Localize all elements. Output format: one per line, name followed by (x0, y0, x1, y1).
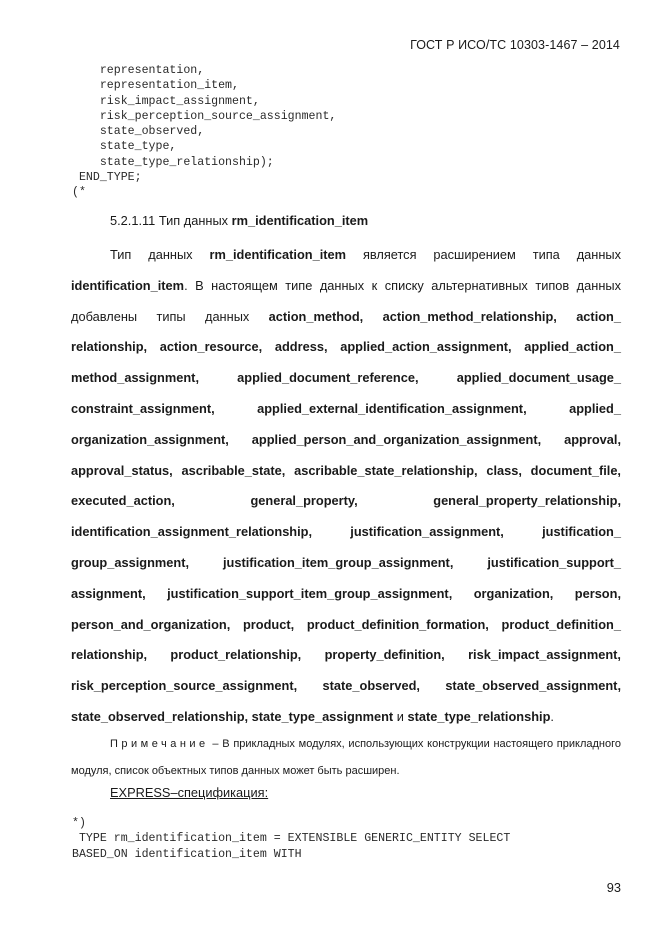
note-paragraph (71, 731, 621, 785)
section-number: 5.2.1.11 (110, 213, 156, 228)
body-text1: является расширением типа данных (362, 247, 622, 262)
body-paragraph (71, 240, 621, 733)
note-dash: – (212, 738, 219, 750)
section-title-name: rm_identification_item (231, 213, 369, 228)
body-end: . (550, 708, 554, 724)
body-base-name: identification_item (71, 277, 185, 293)
body-text2: . В настоящем типе данных к списку альтернативных типов данных добавлены типы данных (71, 277, 621, 324)
body-types-list: action_method, action_method_relationship, action_ relationship, action_resource, address, applied_action_assignment, applied_action_ method_assignment, applied_document_reference, applied_document_usage_ constraint_assignment, applied_external_identification_assignment, applied_ organization_assignment, applied_person_and_organization_assignment, approval, approval_status, ascribable_state, ascribable_state_relationship, class, document_file, executed_action, general_property, general_property_relationship, identification_assignment_relationship, justification_assignment, justification_ group_assignment, justification_item_group_assignment, justification_support_ assignment, justification_support_item_group_assignment, organization, person, person_and_organization, product, product_definition_formation, product_definition_ relationship, product_relationship, property_definition, risk_impact_assignment, risk_perception_source_assignment, state_observed, state_observed_assignment, state_observed_relationship, state_type_assignment (71, 308, 621, 724)
note-text: В прикладных модулях, использующих конструкции настоящего прикладного модуля, список объектных типов данных может быть расширен. (71, 738, 621, 777)
express-spec-label: EXPRESS–спецификация: (110, 785, 269, 800)
body-intro: Тип данных (110, 247, 193, 262)
section-title-prefix: Тип данных (158, 213, 229, 228)
body-last-type: state_type_relationship (407, 708, 551, 724)
body-type-name: rm_identification_item (209, 247, 347, 262)
section-heading (110, 213, 368, 228)
note-label: Примечание (110, 738, 209, 750)
document-header: ГОСТ Р ИСО/ТС 10303-1467 – 2014 (410, 38, 620, 52)
express-code-top: representation, representation_item, risk_impact_assignment, risk_perception_source_assignment, state_observed, state_type, state_type_relationship); END_TYPE; (* (72, 64, 337, 200)
page-number: 93 (606, 880, 621, 895)
body-conj: и (396, 708, 404, 724)
express-code-bottom: *) TYPE rm_identification_item = EXTENSIBLE GENERIC_ENTITY SELECT BASED_ON identification_item WITH (72, 817, 511, 861)
